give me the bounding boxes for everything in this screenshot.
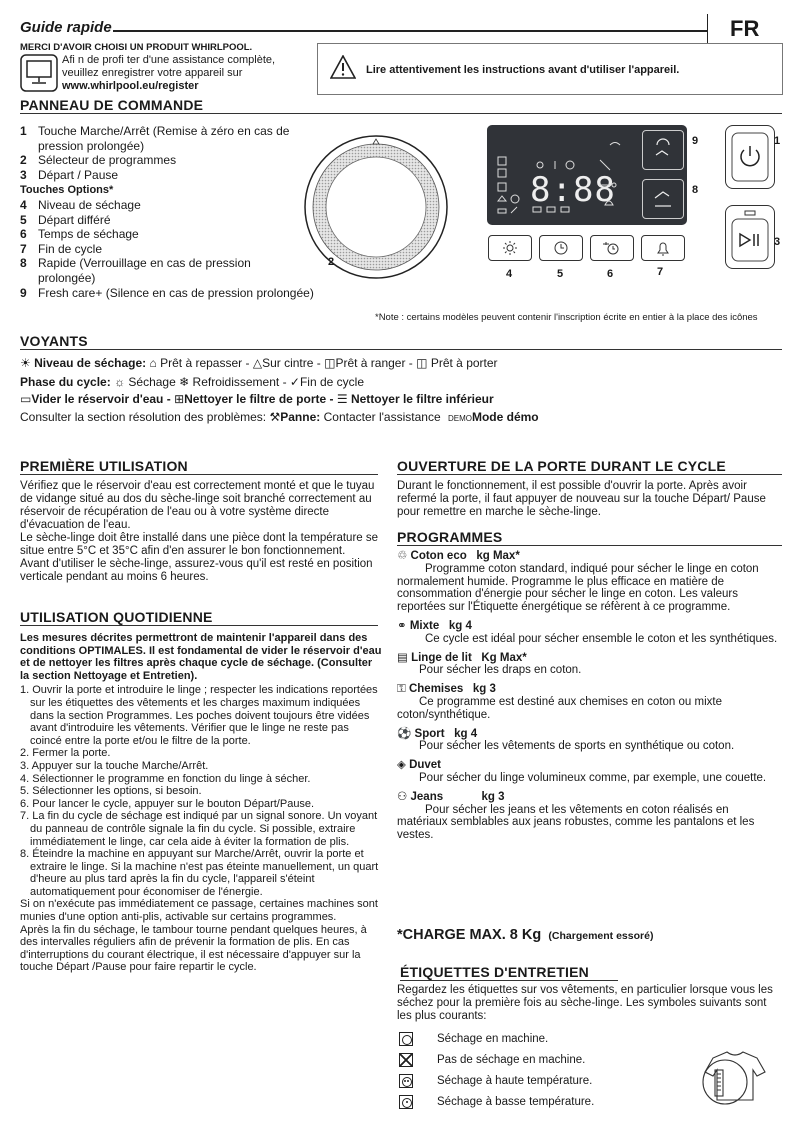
low-temp-dry-icon [399,1095,413,1109]
page-title: Guide rapide [20,19,112,36]
no-tumble-dry-icon [399,1053,413,1067]
linge-de-lit-icon: ▤ [397,651,408,664]
delay-start-button[interactable] [539,235,583,261]
drying-time-button[interactable] [590,235,634,261]
quotidienne-heading: UTILISATION QUOTIDIENNE [20,609,378,626]
display-digits: 8:88 [530,170,616,210]
option-item: 9 Fresh care+ (Silence en cas de pression prolongée) [20,285,314,300]
thanks-text: MERCI D'AVOIR CHOISI UN PRODUIT WHIRLPOOL. [20,42,253,53]
intro-line1: Afi n de profi ter d'une assistance complète, [62,54,276,66]
tumble-dry-icon [399,1032,413,1046]
end-of-cycle-button[interactable] [641,235,685,261]
step: 6. Pour lancer le cycle, appuyer sur le bouton Départ/Pause. [20,797,315,810]
register-url[interactable]: www.whirlpool.eu/register [62,80,199,92]
premiere-body: Vérifiez que le réservoir d'eau est correctement monté et que le tuyau de vidange situé au dos du sèche-linge soit branché correctement au réservoir de récupération de l'eau ou à votre système directe d'évacuation de l'eau. Le sèche-linge doit être installé dans une pièce dont la température se situe entre 5°C et 35°C afin d'en assurer le bon fonctionnement. Avant d'utiliser le sèche-linge, assurez-vous qu'il est resté en position verticale pendant au moins 6 heures. [20,480,379,583]
care-item: Séchage à haute température. [399,1070,594,1091]
programme-item: ♲ Coton eco kg Max* Programme coton standard, indiqué pour sécher le linge en coton normalement humide. Programme le plus efficace en matière de consommation d'énergie pour sécher le linge en coton. Les valeurs reportées sur l'Étiquette énergétique se réfèrent à ce programme. [397,550,759,614]
etiquettes-body: Regardez les étiquettes sur vos vêtements, en particulier lorsque vous les séchez pour la première fois au sèche-linge. Les symboles suivants sont les plus courants: [397,984,773,1022]
step: 7. La fin du cycle de séchage est indiqué par un signal sonore. Un voyant du panneau de contrôle signale la fin du cycle. Si possible, extraire immédiatement le linge, car cela aide à éviter la formation de plis. [20,810,378,848]
hanger-icon: △ [252,356,263,370]
charge-line: *CHARGE MAX. 8 Kg (Chargement essoré) [397,927,654,943]
cupboard-icon: ◫ [324,356,336,370]
wardrobe-icon: ◫ [416,356,428,370]
voyants-line4: Consulter la section résolution des problèmes: ⚒Panne: Contacter l'assistance DEMOMode démo [20,410,539,424]
programmes-list [397,550,782,842]
etiquettes-heading: ÉTIQUETTES D'ENTRETIEN [400,964,618,981]
mixte-icon: ⚭ [397,619,407,632]
step: 2. Fermer la porte. [20,747,111,760]
callout-8: 8 [692,184,699,196]
steps-list [20,684,382,898]
voyants-line3: ▭Vider le réservoir d'eau - ⊞Nettoyer le filtre de porte - ☰ Nettoyer le filtre inférieur [20,392,494,406]
water-tank-icon: ▭ [20,392,32,406]
quick-button[interactable] [642,179,684,219]
panel-item: 1 Touche Marche/Arrêt (Remise à zéro en cas de pression prolongée) [20,124,290,153]
quotidienne-body: Les mesures décrites permettront de maintenir l'appareil dans des conditions OPTIMALES. Il est fondamental de vider le réservoir d'eau et de nettoyer les filtres après chaque cycle de séchage. (Consulter la section Nettoyage et Entretien). 1. Ouvrir la porte et introduire le linge ; respecter les indications reportées sur les étiquettes des vêtements et les charges maximum indiquées dans la section Programmes. Les poches doivent toujours être vidées avant d'introduire les vêtements. Vérifier que le linge ne reste pas coincé entre la porte et/ou le filtre de la porte. 2. Fermer la porte. 3. Appuyer sur la touche Marche/Arrêt. 4. Sélectionner le programme en fonction du linge à sécher. 5. Sélectionner les options, si besoin. 6. Pour lancer le cycle, appuyer sur le bouton Départ/Pause. 7. La fin du cycle de séchage est indiqué par un signal sonore. Un voyant du panneau de contrôle signale la fin du cycle. Si possible, extraire immédiatement le linge, car cela aide à éviter la formation de plis. 8. Éteindre la machine en appuyant sur Marche/Arrêt, ouvrir la porte et extraire le linge. Si la machine n'est pas éteinte manuellement, un quart d'heure au plus tard après la fin du cycle, l'appareil s'éteint automatiquement pour économiser de l'énergie. Si on n'exécute pas immédiatement ce passage, certaines machines sont munies d'une option anti-plis, activable sur certains programmes. Après la fin du séchage, le tambour tourne pendant quelques heures, à des intervalles réguliers afin de prévenir la formation de plis. En cas d'interruptions du courant électrique, il est nécessaire d'appuyer sur la touche Départ /Pause pour faire repartir le cycle. [20,632,382,974]
options-title: Touches Options* [20,184,114,197]
care-symbols-list [399,1028,594,1112]
option-item: 5 Départ différé [20,212,111,227]
premiere-heading: PREMIÈRE UTILISATION [20,458,378,475]
door-filter-icon: ⊞ [174,392,185,406]
warning-icon [330,55,356,79]
intro-line2: veuillez enregistrer votre appareil sur [62,67,243,79]
ouverture-body: Durant le fonctionnement, il est possible d'ouvrir la porte. Après avoir refermé la porte, il faut appuyer de nouveau sur la touche Départ/ Pause pour remettre en marche le sèche-linge. [397,480,766,518]
callout-7: 7 [657,266,664,278]
callout-4: 4 [506,268,513,280]
callout-2: 2 [328,256,335,268]
programme-item: ⚭ Mixte kg 4 Ce cycle est idéal pour sécher ensemble le coton et les synthétiques. [397,619,778,645]
step: 1. Ouvrir la porte et introduire le linge ; respecter les indications reportées sur les étiquettes des vêtements et les charges maximum indiquées dans la section Programmes. Les poches doivent toujours être vidées avant d'introduire les vêtements. Vérifier que le linge ne reste pas coincé entre la porte et/ou le filtre de la porte. [20,684,378,747]
sport-icon: ⚽ [397,727,412,740]
step: 5. Sélectionner les options, si besoin. [20,785,202,798]
callout-6: 6 [607,268,614,280]
programmes-heading: PROGRAMMES [397,529,782,546]
programme-item: ◈ Duvet Pour sécher du linge volumineux comme, par exemple, une couette. [397,759,767,784]
voyants-heading: VOYANTS [20,333,782,350]
callout-5: 5 [557,268,564,280]
lang-label: FR [730,16,760,41]
panel-list [20,124,314,300]
option-item: 6 Temps de séchage [20,227,139,242]
callout-3: 3 [774,236,781,248]
high-temp-dry-icon [399,1074,413,1088]
option-item: 7 Fin de cycle [20,241,103,256]
iron-icon: ⌂ [149,356,157,370]
garment-label-icon [695,1046,773,1106]
jeans-icon: ⚇ [397,790,408,803]
header-rule [113,30,707,32]
panel-item: 2 Sélecteur de programmes [20,153,177,168]
demo-icon: DEMO [447,414,472,423]
display-indicator-icons [495,135,635,220]
power-button[interactable] [725,125,775,189]
warning-text: Lire attentivement les instructions avant d'utiliser l'appareil. [366,64,680,76]
icons-note: *Note : certains modèles peuvent contenir l'inscription écrite en entier à la place des icônes [375,312,758,323]
voyants-line2: Phase du cycle: ☼ Séchage ❄ Refroidissement - ✓Fin de cycle [20,375,364,389]
option-item: 4 Niveau de séchage [20,197,141,212]
cooling-icon: ❄ [179,375,190,389]
duvet-icon: ◈ [397,759,406,772]
panel-heading: PANNEAU DE COMMANDE [20,97,782,114]
check-icon: ✓ [289,375,300,389]
start-pause-button[interactable] [725,205,775,269]
programme-item: ▤ Linge de lit Kg Max* Pour sécher les draps en coton. [397,651,582,677]
ouverture-heading: OUVERTURE DE LA PORTE DURANT LE CYCLE [397,458,782,475]
dryness-level-button[interactable] [488,235,532,261]
bottom-filter-icon: ☰ [336,392,348,406]
programme-item: ⚿ Chemises kg 3 Ce programme est destiné aux chemises en coton ou mixte coton/synthétique. [397,683,722,721]
sun-icon: ☀ [20,356,31,370]
coton-eco-icon: ♲ [397,550,408,562]
wrench-icon: ⚒ [269,410,281,424]
care-item: Séchage à basse température. [399,1091,594,1112]
option-item: 8 Rapide (Verrouillage en cas de pression prolongée) [20,256,251,285]
step: 4. Sélectionner le programme en fonction du linge à sécher. [20,772,311,785]
programme-item: ⚇ Jeans kg 3 Pour sécher les jeans et les vêtements en coton réalisés en matériaux semblables aux jeans robustes, comme les pantalons et les vestes. [397,790,755,842]
callout-9: 9 [692,135,699,147]
computer-icon [20,54,58,92]
care-item: Séchage en machine. [399,1028,594,1049]
callout-1: 1 [774,135,781,147]
care-item: Pas de séchage en machine. [399,1049,594,1070]
programme-item: ⚽ Sport kg 4 Pour sécher les vêtements de sports en synthétique ou coton. [397,727,735,753]
fresh-care-button[interactable] [642,130,684,170]
step: 3. Appuyer sur la touche Marche/Arrêt. [20,759,209,772]
panel-item: 3 Départ / Pause [20,167,119,182]
drying-icon: ☼ [114,375,126,389]
chemises-icon: ⚿ [397,683,406,696]
step: 8. Éteindre la machine en appuyant sur Marche/Arrêt, ouvrir la porte et extraire le linge. Si la machine n'est pas éteinte manuellement, un quart d'heure au plus tard après la fin du cycle, l'appareil s'éteint automatiquement pour économiser de l'énergie. [20,848,379,898]
program-selector-dial[interactable] [303,134,449,280]
voyants-line1: ☀ Niveau de séchage: ⌂ Prêt à repasser - △Sur cintre - ◫Prêt à ranger - ◫ Prêt à porter [20,356,498,370]
